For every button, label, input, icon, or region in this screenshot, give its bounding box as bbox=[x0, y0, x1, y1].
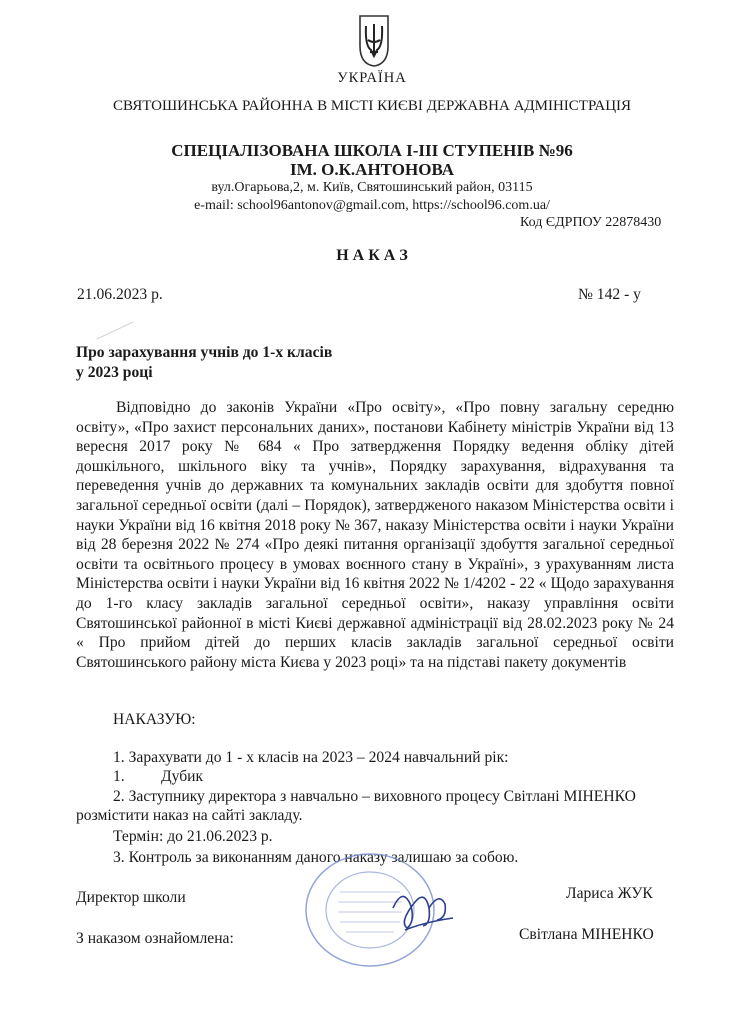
order-date: 21.06.2023 р. bbox=[77, 286, 163, 303]
coat-of-arms-icon bbox=[356, 12, 392, 68]
acquainted-label: З наказом ознайомлена: bbox=[76, 930, 234, 947]
school-contacts: e-mail: school96antonov@gmail.com, https://school96.com.ua/ bbox=[194, 198, 550, 213]
item-2-line1: 2. Заступнику директора з навчально – виховного процесу Світлані МІНЕНКО bbox=[113, 788, 636, 805]
order-number: № 142 - у bbox=[578, 286, 641, 303]
administration-name: СВЯТОШИНСЬКА РАЙОННА В МІСТІ КИЄВІ ДЕРЖАВНА АДМІНІСТРАЦІЯ bbox=[112, 98, 632, 114]
school-name-line2: ІМ. О.К.АНТОНОВА bbox=[289, 160, 455, 179]
decree-word: НАКАЗУЮ: bbox=[113, 711, 196, 728]
director-name: Лариса ЖУК bbox=[566, 885, 653, 902]
country-name: УКРАЇНА bbox=[337, 70, 407, 86]
director-label: Директор школи bbox=[76, 889, 186, 906]
document-title: Н А К А З bbox=[336, 247, 408, 264]
item-2-term: Термін: до 21.06.2023 р. bbox=[113, 828, 273, 845]
preamble bbox=[76, 398, 674, 672]
school-name-line1: СПЕЦІАЛІЗОВАНА ШКОЛА І-ІІІ СТУПЕНІВ №96 bbox=[171, 141, 573, 160]
acquainted-name: Світлана МІНЕНКО bbox=[519, 926, 654, 943]
order-subject-line1: Про зарахування учнів до 1-х класів bbox=[76, 344, 333, 361]
item-3: 3. Контроль за виконанням даного наказу залишаю за собою. bbox=[113, 849, 519, 866]
director-signature bbox=[385, 878, 460, 938]
school-address: вул.Огарьова,2, м. Київ, Святошинський район, 03115 bbox=[211, 180, 533, 195]
item-1-1-name: Дубик bbox=[161, 768, 204, 785]
item-1-1-number: 1. bbox=[113, 768, 125, 785]
item-1: 1. Зарахувати до 1 - х класів на 2023 – 2024 навчальний рік: bbox=[113, 749, 509, 766]
preamble-paragraph: Відповідно до законів України «Про освіту», «Про повну загальну середню освіту», «Про захист персональних даних», постанови Кабінету міністрів України від 13 вересня 2017 року № 684 « Про затвердження Порядку ведення обліку дітей дошкільного, шкільного віку та учнів», Порядку зарахування, відрахування та переведення учнів до державних та комунальних закладів освіти для здобуття повної загальної середньої освіти (далі – Порядок), затвердженого наказом Міністерства освіти і науки України від 16 квітня 2018 року № 367, наказу Міністерства освіти і науки України від 28 березня 2022 № 274 «Про деякі питання організації здобуття загальної середньої освіти та освітнього процесу в умовах воєнного стану в Україні», з урахуванням листа Міністерства освіти і науки України від 16 квітня 2022 № 1/4202 - 22 « Щодо зарахування до 1-го класу закладів загальної середньої освіти», наказу управління освіти Святошинської районної в місті Києві державної адміністрації від 28.02.2023 року № 24 « Про прийом дітей до перших класів закладів загальної середньої освіти Святошинського району міста Києва у 2023 році» та на підставі пакету документів bbox=[76, 399, 674, 671]
edrpou-code: Код ЄДРПОУ 22878430 bbox=[520, 215, 662, 230]
item-2-line2: розмістити наказ на сайті закладу. bbox=[76, 807, 303, 824]
order-subject-line2: у 2023 році bbox=[76, 364, 153, 381]
